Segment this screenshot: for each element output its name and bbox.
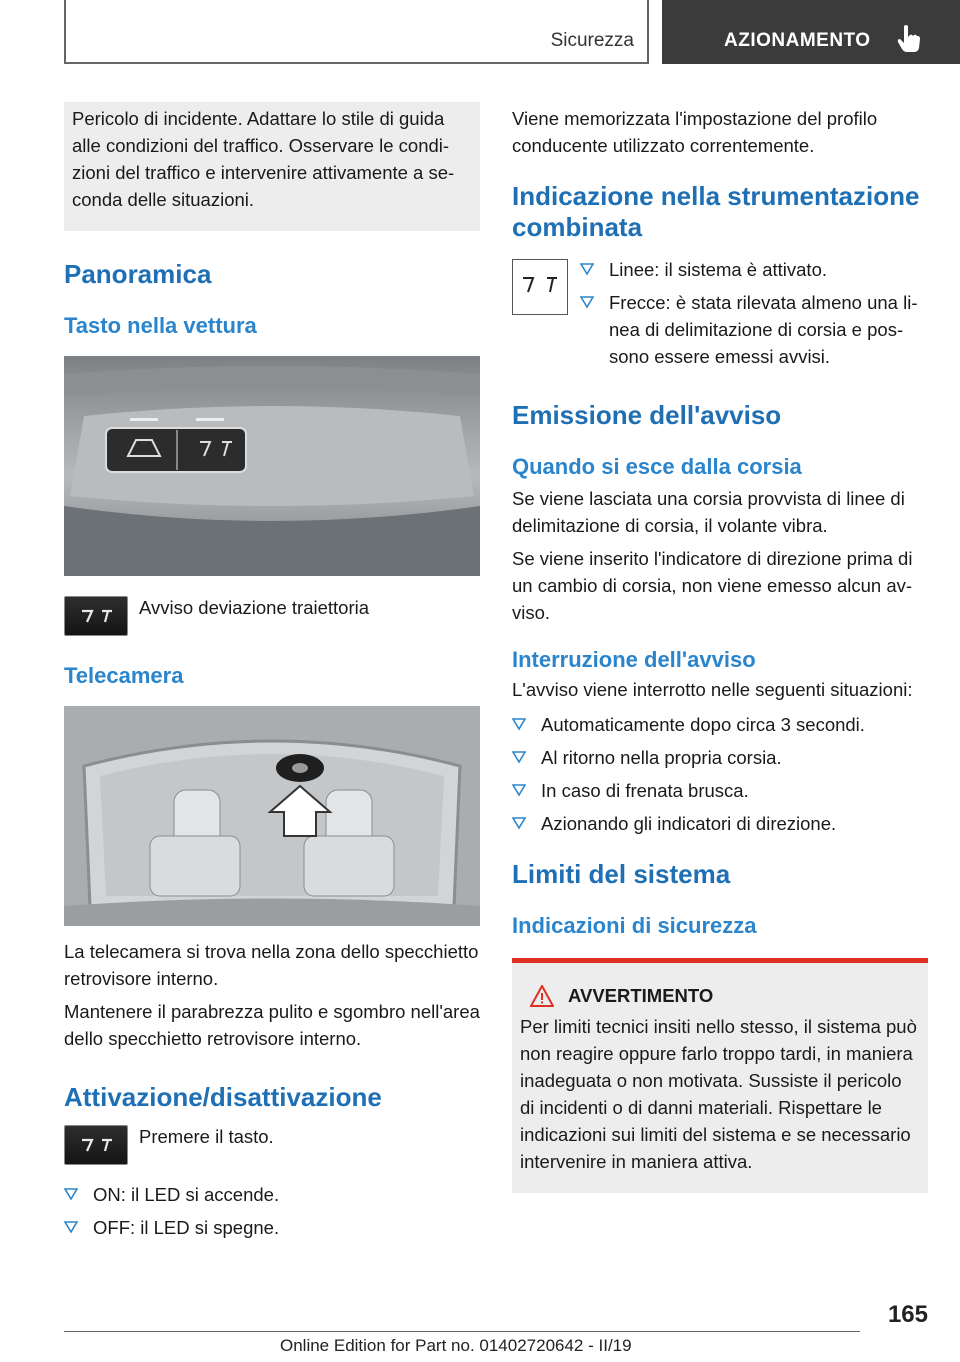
danger-note-box — [64, 102, 480, 231]
list-item — [512, 777, 928, 804]
list-item-text: Linee: il sistema è attivato. — [609, 259, 827, 280]
list-item-text: Al ritorno nella propria corsia. — [541, 747, 782, 768]
list-item — [580, 289, 928, 370]
list-item-text: Azionando gli indicatori di direzione. — [541, 813, 837, 834]
edition-text: Online Edition for Part no. 01402720642 - II/19 — [280, 1336, 632, 1355]
camera-location-text: La telecamera si trova nella zona dello specchietto retrovisore interno. — [64, 941, 479, 989]
activation-text: Premere il tasto. — [139, 1126, 274, 1147]
lane-button-caption-row — [64, 596, 480, 636]
safety-heading: Indicazioni di sicurezza — [512, 913, 757, 938]
warning-label: AVVERTIMENTO — [568, 985, 714, 1006]
lane-lines-icon — [512, 259, 568, 315]
camera-clean-text: Mantenere il parabrezza pulito e sgombro nell'area dello specchietto retrovisore interno. — [64, 1001, 480, 1049]
right-column — [512, 102, 928, 1193]
triangle-bullet-icon — [512, 783, 526, 797]
cluster-row — [512, 259, 928, 376]
vehicle-button-photo — [64, 356, 480, 576]
camera-location-photo — [64, 706, 480, 926]
list-item-text: Automaticamente dopo circa 3 secondi. — [541, 714, 865, 735]
warning-box — [512, 958, 928, 1193]
interruption-heading: Interruzione dell'avviso — [512, 647, 756, 672]
header-section-title: Sicurezza — [550, 30, 634, 51]
activation-heading: Attivazione/disattivazione — [64, 1082, 382, 1112]
profile-text: Viene memorizzata l'impostazione del profilo conducente utilizzato correntemente. — [512, 108, 878, 156]
list-item — [580, 256, 928, 283]
lane-exit-text-2: Se viene inserito l'indicatore di direzione prima di un cambio di corsia, non viene emesso alcun avviso. — [512, 548, 913, 623]
warning-output-heading: Emissione dell'avviso — [512, 400, 782, 430]
lane-departure-icon — [64, 596, 128, 636]
list-item-text: OFF: il LED si spegne. — [93, 1217, 280, 1238]
list-item — [512, 711, 928, 738]
list-item — [512, 744, 928, 771]
pointing-hand-icon — [896, 24, 922, 54]
windshield-illustration — [64, 706, 480, 926]
header-rule-mid — [647, 0, 649, 64]
lane-exit-text-1: Se viene lasciata una corsia provvista di linee di delimitazione di corsia, il volante vibra. — [512, 488, 905, 536]
page-number: 165 — [887, 1301, 928, 1328]
camera-heading: Telecamera — [64, 663, 184, 688]
list-item-text: Frecce: è stata rilevata almeno una linea di delimitazione di corsia e possono essere emessi avvisi. — [609, 292, 918, 367]
triangle-bullet-icon — [64, 1187, 78, 1201]
triangle-bullet-icon — [512, 717, 526, 731]
warning-title-row — [520, 985, 920, 1007]
activation-row — [64, 1125, 480, 1165]
list-item-text: ON: il LED si accende. — [93, 1184, 280, 1205]
cluster-heading: Indicazione nella strumentazione combinata — [512, 181, 920, 242]
cluster-list — [580, 256, 928, 376]
interruption-intro: L'avviso viene interrotto nelle seguenti situazioni: — [512, 679, 913, 700]
list-item — [64, 1214, 480, 1241]
warning-text: Per limiti tecnici insiti nello stesso, il sistema può non reagire oppure farlo troppo tardi, in maniera inadeguata o non motivata. Sussiste il pericolo di incidenti o di danni materiali. Rispettare le indicazioni sui limiti del sistema e se necessario intervenire in maniera attiva. — [520, 1016, 917, 1172]
footer-rule — [64, 1331, 860, 1332]
header-chapter-tab — [662, 0, 960, 64]
triangle-bullet-icon — [512, 750, 526, 764]
list-item — [64, 1181, 480, 1208]
header-chapter-label: AZIONAMENTO — [724, 30, 871, 51]
lane-departure-button-icon — [64, 1125, 128, 1165]
overview-heading: Panoramica — [64, 259, 212, 289]
triangle-bullet-icon — [580, 262, 594, 276]
list-item — [512, 810, 928, 837]
warning-triangle-icon — [530, 985, 554, 1007]
activation-list — [64, 1181, 480, 1241]
button-heading: Tasto nella vettura — [64, 313, 257, 338]
triangle-bullet-icon — [64, 1220, 78, 1234]
triangle-bullet-icon — [512, 816, 526, 830]
lane-exit-heading: Quando si esce dalla corsia — [512, 454, 802, 479]
roof-console-illustration — [64, 356, 480, 576]
header-rule-bottom — [64, 62, 649, 64]
danger-note-text: Pericolo di incidente. Adattare lo stile di guida alle condizioni del traffico. Osservare le condizioni del traffico e intervenire attivamente a seconda delle situazioni. — [72, 108, 455, 210]
triangle-bullet-icon — [580, 295, 594, 309]
list-item-text: In caso di frenata brusca. — [541, 780, 749, 801]
header-rule-left — [64, 0, 66, 64]
lane-button-caption: Avviso deviazione traiettoria — [139, 597, 370, 618]
system-limits-heading: Limiti del sistema — [512, 859, 731, 889]
interruption-list — [512, 711, 928, 837]
left-column — [64, 102, 480, 1247]
